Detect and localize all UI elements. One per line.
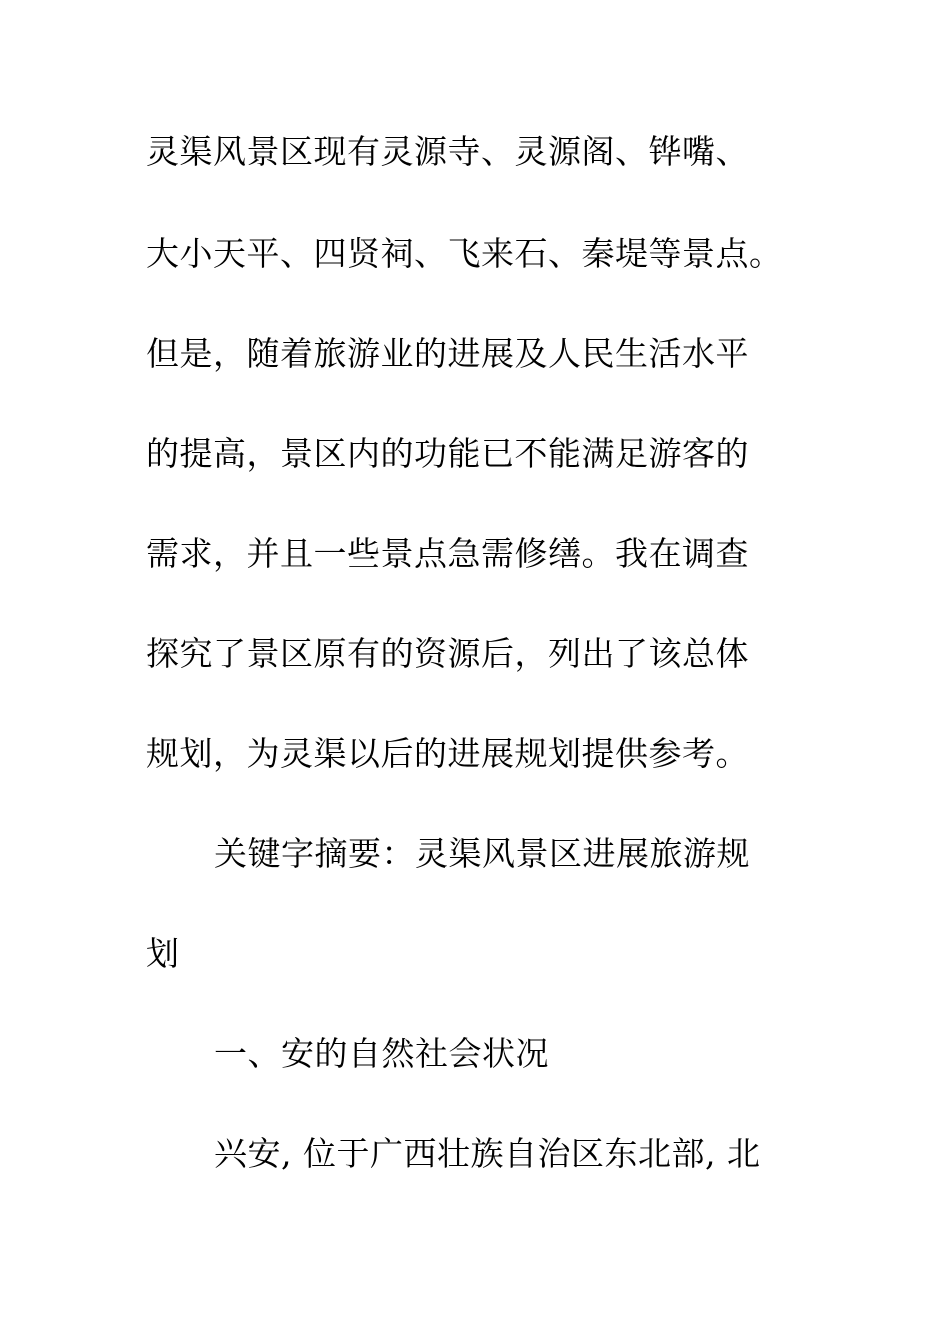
keywords-line-continued: 划 bbox=[146, 934, 180, 973]
body-text-line: 探究了景区原有的资源后，列出了该总体 bbox=[146, 634, 749, 673]
keywords-line: 关键字摘要：灵渠风景区进展旅游规 bbox=[214, 834, 750, 873]
body-text-line: 规划，为灵渠以后的进展规划提供参考。 bbox=[146, 734, 749, 773]
body-text-line: 兴安, 位于广西壮族自治区东北部, 北 bbox=[214, 1134, 761, 1173]
body-text-line: 大小天平、四贤祠、飞来石、秦堤等景点。 bbox=[146, 234, 783, 273]
body-text-line: 需求，并且一些景点急需修缮。我在调查 bbox=[146, 534, 749, 573]
section-heading: 一、安的自然社会状况 bbox=[214, 1034, 549, 1073]
body-text-line: 但是，随着旅游业的进展及人民生活水平 bbox=[146, 334, 749, 373]
body-text-line: 的提高，景区内的功能已不能满足游客的 bbox=[146, 434, 749, 473]
body-text-line: 灵渠风景区现有灵源寺、灵源阁、铧嘴、 bbox=[146, 132, 749, 171]
